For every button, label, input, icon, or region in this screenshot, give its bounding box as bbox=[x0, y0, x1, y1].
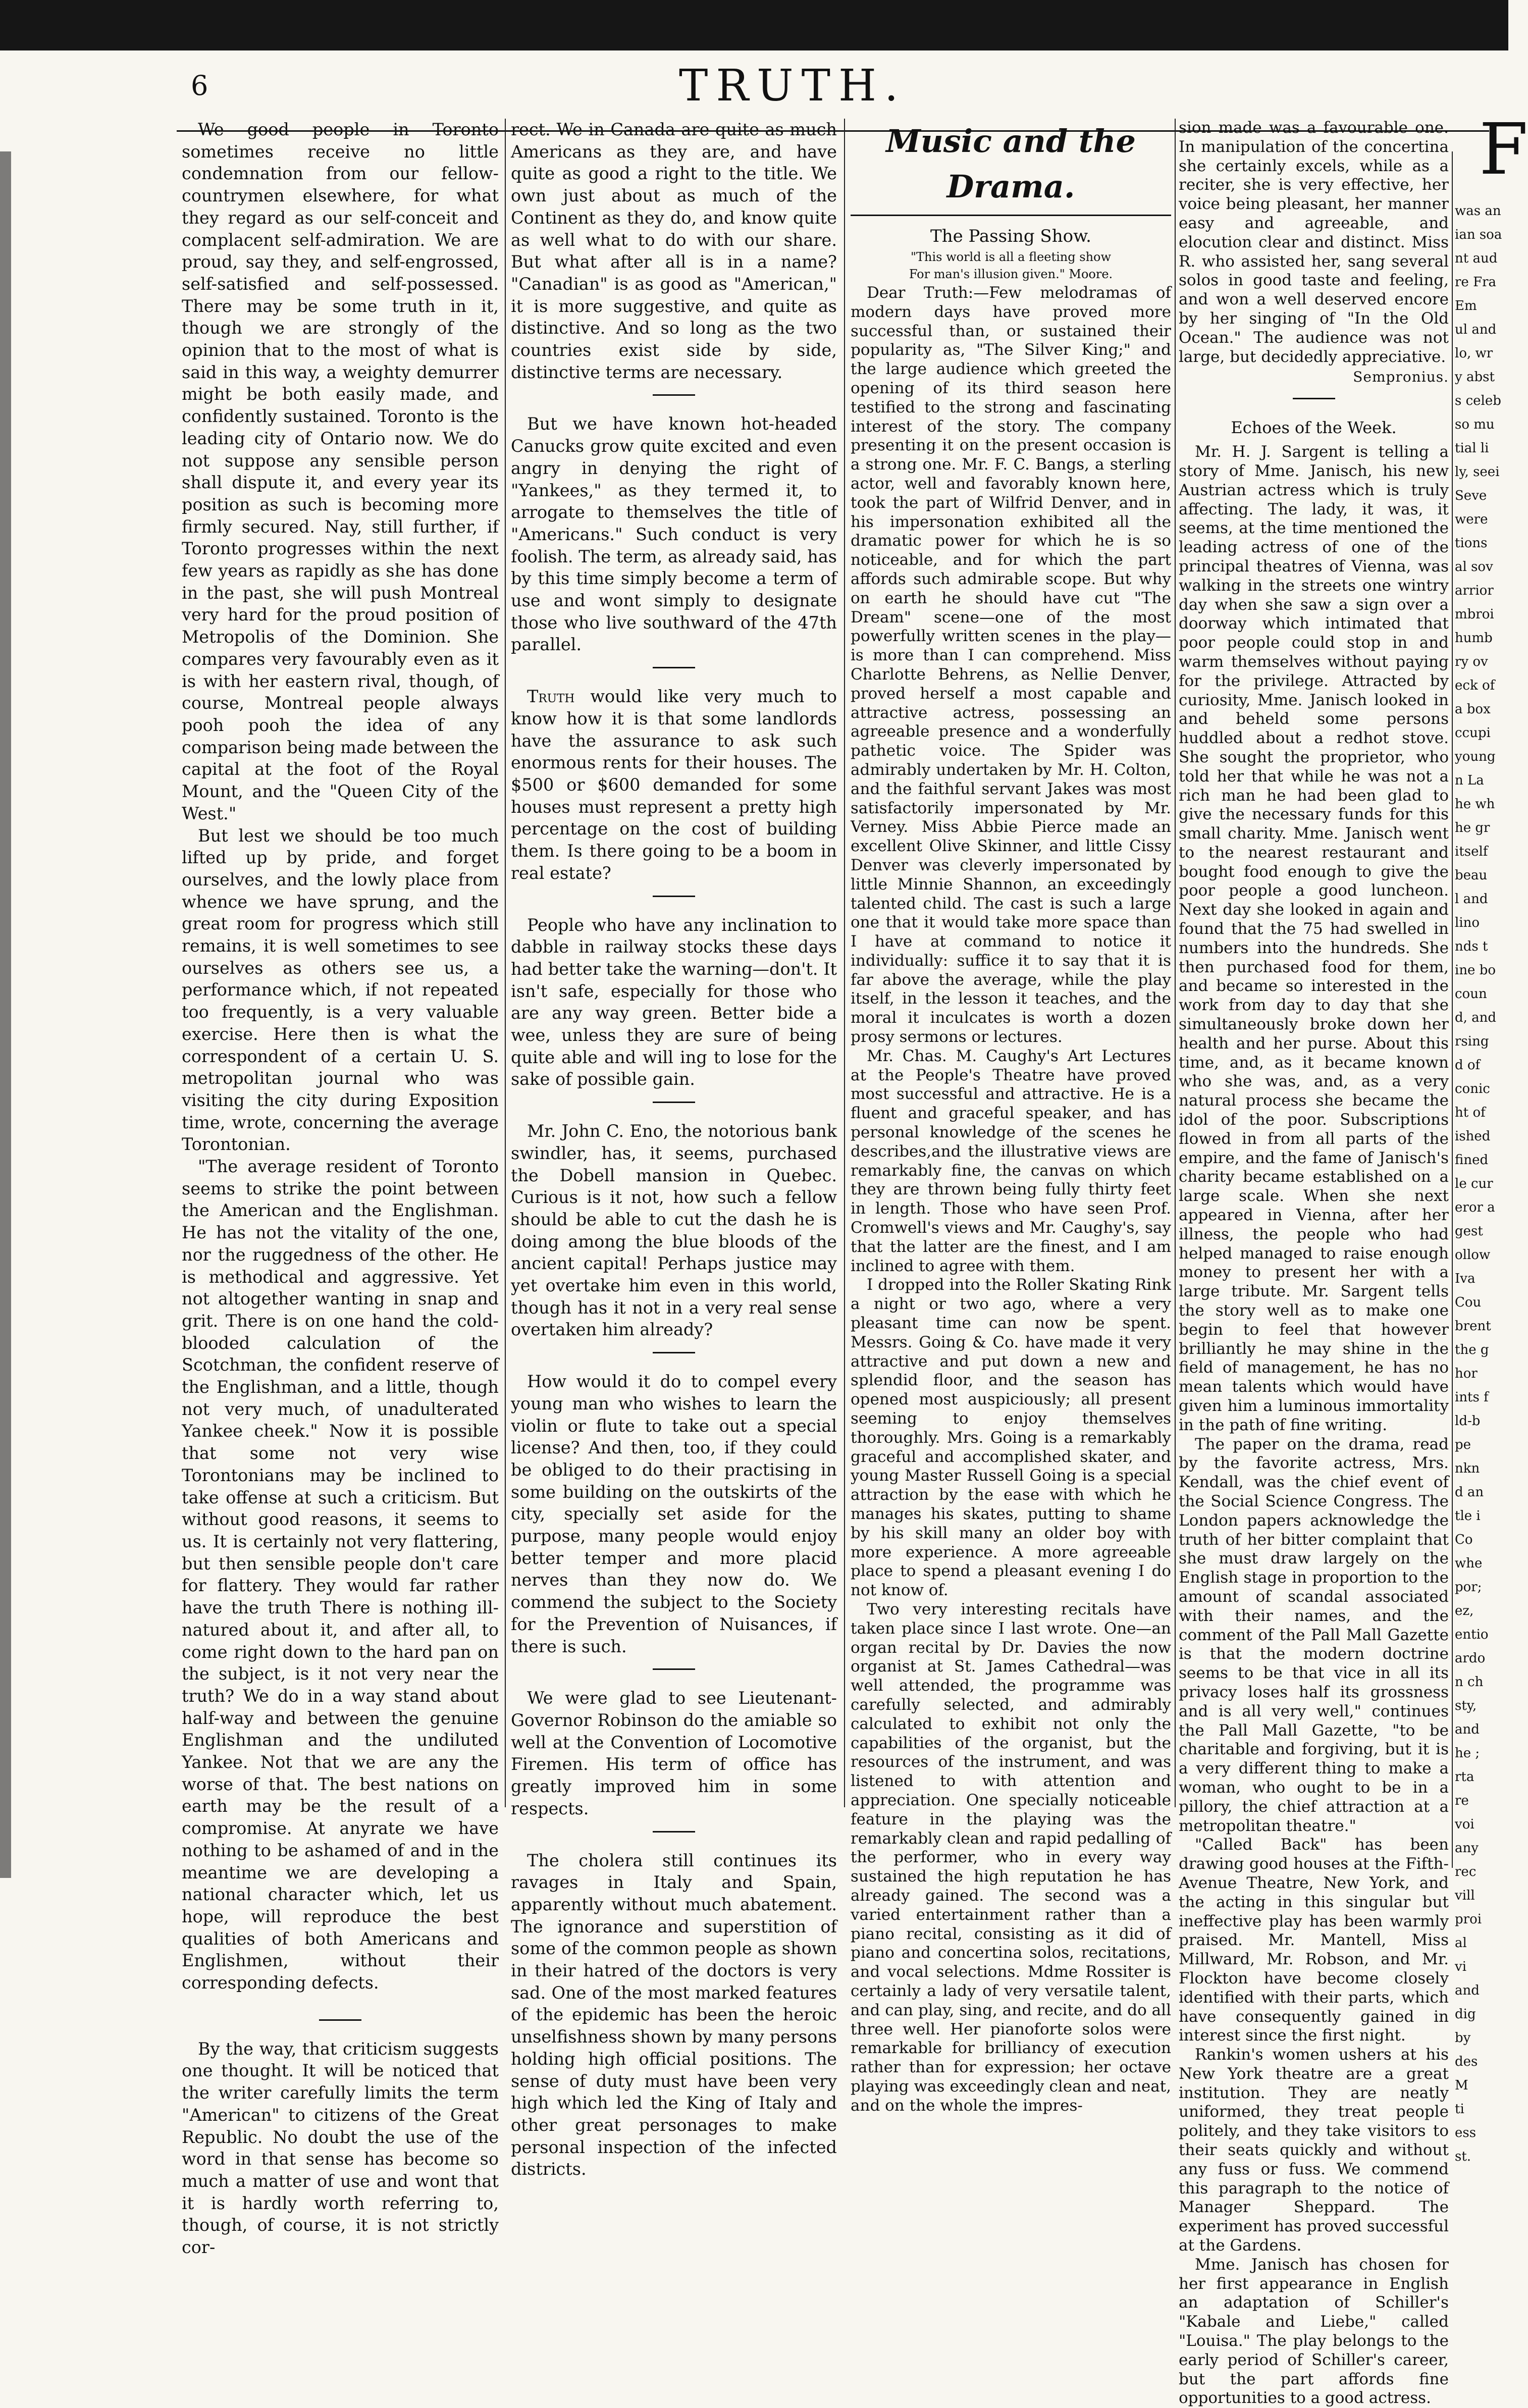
fragment-line: ian soa bbox=[1455, 227, 1502, 242]
fragment-line: ints f bbox=[1455, 1390, 1489, 1405]
fragment-line: sty, bbox=[1455, 1698, 1477, 1713]
fragment-line: brent bbox=[1455, 1319, 1491, 1334]
fragment-line: ry ov bbox=[1455, 654, 1488, 669]
fragment-line: ti bbox=[1455, 2102, 1464, 2117]
fragment-line: ess bbox=[1455, 2125, 1477, 2140]
fragment-line: ly, seei bbox=[1455, 464, 1500, 480]
fragment-line: l and bbox=[1455, 892, 1488, 907]
fragment-line: beau bbox=[1455, 868, 1488, 883]
column-divider bbox=[844, 119, 845, 1807]
masthead-title: TRUTH. bbox=[679, 61, 907, 111]
paragraph: The cholera still continues its ravages in Italy and Spain, apparently without much abatement. The ignorance and superstition of some of the common people as shown in their hatred of the doctors is very sad. One of the most marked features of the epidemic has been the heroic unselfishness shown by many persons holding high official positions. The sense of duty must have been very high which led the King of Italy and other great personages to make personal inspection of the infected districts. bbox=[511, 1850, 837, 2179]
column-4 bbox=[1179, 119, 1449, 2407]
fragment-line: ez, bbox=[1455, 1603, 1474, 1618]
paragraph: Mr. H. J. Sargent is telling a story of Mme. Janisch, his new Austrian actress which is truly affecting. The lady, it was, it seems, at the time mentioned the leading actress of one of the principal theatres of Vienna, was walking in the streets one wintry day when she saw a sign over a doorway which intimated that poor people could stop in and warm themselves without paying for the privilege. Attracted by curiosity, Mme. Janisch looked in and beheld some persons huddled about a redhot stove. She sought the proprietor, who told her that while he was not a rich man he had been glad to give the necessary funds for this small charity. Mme. Janisch went to the nearest restaurant and bought food enough to give the poor people a good luncheon. Next day she looked in again and found that the 75 had swelled in numbers into the hundreds. She then purchased food for them, and became so interested in the work from day to day that she simultaneously broke down her health and her purse. About this time, and, as it became known who she was, and, as a very natural process she became the idol of the poor. Subscriptions flowed in from all parts of the empire, and the fame of Janisch's charity became established on a large scale. When she next appeared in Vienna, after her illness, the people who had helped managed to raise enough money to present her with a large tribute. Mr. Sargent tells the story well as to make one begin to feel that however brilliantly he may shine in the field of management, he has no mean talents which would have given him a luminous immortality in the path of fine writing. bbox=[1179, 443, 1449, 1434]
fragment-line: were bbox=[1455, 512, 1488, 527]
fragment-line: entio bbox=[1455, 1627, 1489, 1642]
fragment-line: re bbox=[1455, 1793, 1469, 1808]
fragment-line: he wh bbox=[1455, 797, 1495, 812]
fragment-line: tions bbox=[1455, 536, 1488, 551]
paragraph: Mr. Chas. M. Caughy's Art Lectures at the People's Theatre have proved most successful and attractive. He is a fluent and graceful speaker, and has personal knowledge of the scenes he describes,and the illustrative views are remarkably fine, the canvas on which they are thrown being fully thirty feet in length. Those who have seen Prof. Cromwell's views and Mr. Caughy's, say that the latter are the finest, and I am inclined to agree with them. bbox=[851, 1046, 1171, 1275]
fragment-line: was an bbox=[1455, 203, 1501, 219]
paragraph: I dropped into the Roller Skating Rink a night or two ago, where a very pleasant time can now be spent. Messrs. Going & Co. have made it very attractive and put down a new and splendid floor, and the season has opened most auspiciously; all present seeming to enjoy themselves thoroughly. Mrs. Going is a remarkably graceful and accomplished skater, and young Master Russell Going is a special attraction by the ease with which he manages his skates, putting to shame by his skill many an older boy with more experience. A more agreeable place to spend a pleasant evening I do not know of. bbox=[851, 1276, 1171, 1600]
fragment-line: pe bbox=[1455, 1437, 1471, 1452]
fragment-line: vi bbox=[1455, 1959, 1467, 1974]
fragment-line: fined bbox=[1455, 1153, 1489, 1168]
fragment-line: eck of bbox=[1455, 678, 1495, 693]
fragment-line: so mu bbox=[1455, 417, 1495, 432]
separator-rule bbox=[653, 667, 695, 668]
fragment-line: al sov bbox=[1455, 559, 1493, 574]
fragment-line: coun bbox=[1455, 986, 1487, 1002]
fragment-line: he gr bbox=[1455, 820, 1490, 835]
column-2 bbox=[511, 119, 837, 2179]
paragraph: But lest we should be too much lifted up by pride, and forget ourselves, and the lowly place from whence we have sprung, and the great room for progress which still remains, it is well sometimes to see ourselves as others see us, a performance which, if not repeated too frequently, is a very valuable exercise. Here then is what the correspondent of a certain U. S. metropolitan journal who was visiting the city during Exposition time, wrote, concerning the average Torontonian. bbox=[182, 825, 499, 1155]
separator-rule bbox=[653, 394, 695, 396]
fragment-line: hor bbox=[1455, 1366, 1478, 1381]
page-number: 6 bbox=[191, 70, 208, 101]
section-title: Music and the Drama. bbox=[886, 123, 1136, 205]
fragment-line: ardo bbox=[1455, 1651, 1486, 1666]
signature: Sempronius. bbox=[1353, 369, 1449, 386]
column-1 bbox=[182, 119, 499, 2258]
fragment-line: conic bbox=[1455, 1081, 1490, 1096]
paragraph: Mr. John C. Eno, the notorious bank swindler, has, it seems, purchased the Dobell mansion in Quebec. Curious is it not, how such a fellow should be able to cut the dash he is doing among the blue bloods of the ancient capital! Perhaps justice may yet overtake him even in this world, though has it not in a very real sense overtaken him already? bbox=[511, 1121, 837, 1340]
fragment-line: whe bbox=[1455, 1556, 1483, 1571]
fragment-line: por; bbox=[1455, 1580, 1482, 1595]
fragment-line: arrior bbox=[1455, 583, 1494, 598]
column-divider bbox=[1175, 119, 1176, 1807]
fragment-line: ht of bbox=[1455, 1105, 1486, 1120]
paper-name: Truth bbox=[527, 687, 575, 707]
column-3 bbox=[851, 119, 1171, 2115]
fragment-line: rec bbox=[1455, 1864, 1477, 1879]
paragraph: Dear Truth:—Few melodramas of modern days have proved more successful than, or sustained their popularity as, "The Silver King;" and the large audience which greeted the opening of its third season here testified to the strong and fascinating interest of the story. The company presenting it on the present occasion is a strong one. Mr. F. C. Bangs, a sterling actor, well and favorably known here, took the part of Wilfrid Denver, and in his impersonation exhibited all the dramatic power for which he is so noticeable, and for which the part affords such admirable scope. But why on earth he should have cut "The Dream" scene—one of the most powerfully written scenes in the play—is more than I can comprehend. Miss Charlotte Behrens, as Nellie Denver, proved herself a most capable and attractive actress, possessing an agreeable presence and a wonderfully pathetic voice. The Spider was admirably undertaken by Mr. H. Colton, and the faithful servant Jakes was most satisfactorily impersonated by Mr. Verney. Miss Abbie Pierce made an excellent Olive Skinner, and little Cissy Denver was cleverly impersonated by little Minnie Shannon, an exceedingly talented child. The cast is such a large one that it would take more space than I have at command to notice it individually: suffice it to say that it is far above the average, while the play itself, in the lesson it teaches, and the moral it inculcates is worth a dozen prosy sermons or lectures. bbox=[851, 284, 1171, 1046]
section-subtitle: Echoes of the Week. bbox=[1231, 418, 1397, 438]
adjacent-page-initial: F bbox=[1479, 109, 1528, 191]
fragment-line: and bbox=[1455, 1983, 1480, 1998]
fragment-line: d an bbox=[1455, 1485, 1484, 1500]
paragraph: Truth would like very much to know how it is that some landlords have the assurance to ask such enormous rents for their houses. The $500 or $600 demanded for some houses must represent a pretty high percentage on the cost of building them. Is there going to be a boom in real estate? bbox=[511, 687, 837, 883]
fragment-line: gest bbox=[1455, 1224, 1483, 1239]
separator-rule bbox=[319, 2019, 361, 2021]
paragraph: Two very interesting recitals have taken place since I last wrote. One—an organ recital by Dr. Davies the now organist at St. James Cathedral—was well attended, the programme was carefully selected, and admirably calculated to exhibit not only the capabilities of the organist, but the resources of the instrument, and was listened to with attention and appreciation. One specially noticeable feature in the playing was the remarkably clean and rapid pedalling of the performer, who in every way sustained the high reputation he has already gained. The second was a varied entertainment rather than a piano recital, consisting as it did of piano and concertina solos, recitations, and vocal selections. Mdme Rossiter is certainly a lady of very versatile talent, and can play, sing, and recite, and do all three well. Her pianoforte solos were remarkable for brilliancy of execution rather than for expression; her octave playing was exceedingly clean and neat, and on the whole the impres- bbox=[851, 1600, 1171, 2115]
paragraph: rect. We in Canada are quite as much Americans as they are, and have quite as good a right to the title. We own just about as much of the Continent as they do, and know quite as well what to do with our share. But what after all is in a name? "Canadian" is as good as "American," it is more suggestive, and quite as distinctive. And so long as the two countries exist side by side, distinctive terms are necessary. bbox=[511, 120, 837, 382]
fragment-line: humb bbox=[1455, 631, 1493, 646]
paragraph: The paper on the drama, read by the favorite actress, Mrs. Kendall, was the chief event of the Social Science Congress. The London papers acknowledge the truth of her bitter complaint that she must draw largely on the English stage in proportion to the amount of scandal associated with their names, and the comment of the Pall Mall Gazette is that the modern doctrine seems to be that vice in all its privacy loses half its grossness and is all very well," continues the Pall Mall Gazette, "to be charitable and forgiving, but it is a very different thing to make a woman, who ought to be in a pillory, the chief attraction at a metropolitan theatre." bbox=[1179, 1435, 1449, 1835]
paragraph: But we have known hot-headed Canucks grow quite excited and even angry in denying the right of "Yankees," as they termed it, to arrogate to themselves the title of "Americans." Such conduct is very foolish. The term, as already said, has by this time simply become a term of use and wont simply to designate those who live southward of the 47th parallel. bbox=[511, 414, 837, 655]
fragment-line: ul and bbox=[1455, 322, 1497, 337]
fragment-line: M bbox=[1455, 2078, 1468, 2093]
fragment-line: nkn bbox=[1455, 1461, 1480, 1476]
fragment-line: ccupi bbox=[1455, 725, 1491, 741]
separator-rule bbox=[653, 1668, 695, 1670]
adjacent-page-border bbox=[1452, 151, 1453, 1868]
fragment-line: rsing bbox=[1455, 1034, 1489, 1049]
fragment-line: he ; bbox=[1455, 1746, 1480, 1761]
fragment-line: by bbox=[1455, 2030, 1471, 2046]
separator-rule bbox=[1293, 398, 1335, 399]
fragment-line: des bbox=[1455, 2054, 1478, 2069]
fragment-line: eror a bbox=[1455, 1200, 1495, 1215]
fragment-line: tial li bbox=[1455, 441, 1489, 456]
fragment-line: young bbox=[1455, 749, 1496, 764]
fragment-line: d, and bbox=[1455, 1010, 1497, 1025]
fragment-line: a box bbox=[1455, 702, 1491, 717]
separator-rule bbox=[653, 896, 695, 897]
fragment-line: ished bbox=[1455, 1129, 1491, 1144]
fragment-line: s celeb bbox=[1455, 393, 1501, 408]
separator-rule bbox=[653, 1352, 695, 1353]
fragment-line: rta bbox=[1455, 1769, 1474, 1785]
fragment-line: al bbox=[1455, 1935, 1467, 1951]
fragment-line: n La bbox=[1455, 773, 1484, 788]
column-divider bbox=[505, 119, 506, 1807]
paragraph: "Called Back" has been drawing good houses at the Fifth-Avenue Theatre, New York, and the acting in this singular but ineffective play has been warmly praised. Mr. Mantell, Miss Millward, Mr. Robson, and Mr. Flockton have become closely identified with their parts, which have consequently gained in interest since the first night. bbox=[1179, 1836, 1449, 2045]
paragraph: How would it do to compel every young man who wishes to learn the violin or flute to take out a special license? And then, too, if they could be obliged to do their practising in some building on the outskirts of the city, specially set aside for the purpose, many people would enjoy better temper and more placid nerves than they now do. We commend the subject to the Society for the Prevention of Nuisances, if there is such. bbox=[511, 1372, 837, 1656]
paragraph: sion made was a favourable one. In manipulation of the concertina she certainly excels, while as a reciter, she is very effective, her voice being pleasant, her manner easy and agreeable, and elocution clear and distinct. Miss R. who assisted her, sang several solos in good taste and feeling, and won a well deserved encore by her singing of "In the Old Ocean." The audience was not large, but decidedly appreciative. bbox=[1179, 119, 1449, 366]
fragment-line: proi bbox=[1455, 1912, 1482, 1927]
fragment-line: ld-b bbox=[1455, 1414, 1481, 1429]
section-subtitle: The Passing Show. bbox=[930, 226, 1091, 246]
fragment-line: re Fra bbox=[1455, 275, 1497, 290]
fragment-line: nds t bbox=[1455, 939, 1488, 954]
fragment-line: Co bbox=[1455, 1532, 1473, 1547]
fragment-line: and bbox=[1455, 1722, 1480, 1737]
paragraph: People who have any inclination to dabble in railway stocks these days had better take the warning—don't. It isn't safe, especially for those who are any way green. Better bide a wee, unless they are sure of being quite able and will ing to lose for the sake of possible gain. bbox=[511, 915, 837, 1089]
fragment-line: any bbox=[1455, 1841, 1479, 1856]
fragment-line: ollow bbox=[1455, 1247, 1491, 1263]
fragment-line: n ch bbox=[1455, 1674, 1484, 1690]
fragment-line: lo, wr bbox=[1455, 346, 1493, 361]
fragment-line: ine bo bbox=[1455, 963, 1496, 978]
page-left-edge bbox=[0, 151, 11, 1878]
fragment-line: the g bbox=[1455, 1342, 1489, 1357]
fragment-line: y abst bbox=[1455, 370, 1495, 385]
adjacent-page-fragments bbox=[1455, 119, 1508, 2164]
paragraph: "The average resident of Toronto seems to strike the point between the American and the Englishman. He has not the vitality of the one, nor the ruggedness of the other. He is methodical and aggressive. Yet not altogether wanting in snap and grit. There is on one hand the cold-blooded calculation of the Scotchman, the confident reserve of the Englishman, and a little, though not very much, of unadulterated Yankee cheek." Now it is possible that some not very wise Torontonians may be inclined to take offense at such a criticism. But without good reasons, it seems to us. It is certainly not very flattering, but then sensible people don't care for flattery. They would far rather have the truth There is nothing ill-natured about it, and after all, to come right down to the hard pan on the subject, is it not very near the truth? We do in a way stand about half-way and between the genuine Englishman and the undiluted Yankee. Not that we are any the worse of that. The best nations on earth may be the result of a compromise. At anyrate we have nothing to be ashamed of and in the meantime we are developing a national character which, let us hope, will reproduce the best qualities of both Americans and Englishmen, without their corresponding defects. bbox=[182, 1157, 499, 1993]
page-top-edge bbox=[0, 0, 1508, 50]
paragraph: We were glad to see Lieutenant-Governor Robinson do the amiable so well at the Convention of Locomotive Firemen. His term of office has greatly improved him in some respects. bbox=[511, 1688, 837, 1818]
fragment-line: vill bbox=[1455, 1888, 1475, 1903]
fragment-line: st. bbox=[1455, 2149, 1471, 2164]
fragment-line: d of bbox=[1455, 1058, 1481, 1073]
paragraph: We good people in Toronto sometimes receive no little condemnation from our fellow-countrymen elsewhere, for what they regard as our self-conceit and complacent self-admiration. We are proud, say they, and self-engrossed, self-satisfied and self-possessed. There may be some truth in it, though we are strongly of the opinion that to the most of what is said in this way, a weighty demurrer might be both easily made, and confidently sustained. Toronto is the leading city of Ontario now. We do not suppose any sensible person shall dispute it, and every year its position as such is becoming more firmly secured. Nay, still further, if Toronto progresses within the next few years as rapidly as she has done in the past, she will push Montreal very hard for the proud position of Metropolis of the Dominion. She compares very favourably even as it is with her eastern rival, though, of course, Montreal people always pooh pooh the idea of any comparison being made between the capital at the foot of the Royal Mount, and the "Queen City of the West." bbox=[182, 120, 499, 823]
fragment-line: Em bbox=[1455, 298, 1477, 313]
fragment-line: le cur bbox=[1455, 1176, 1493, 1191]
paragraph: Rankin's women ushers at his New York theatre are a great institution. They are neatly uniformed, they treat people politely, and they take visitors to their seats quickly and without any fuss or fuss. We commend this paragraph to the notice of Manager Sheppard. The experiment has proved successful at the Gardens. bbox=[1179, 2046, 1449, 2255]
fragment-line: Cou bbox=[1455, 1295, 1482, 1310]
fragment-line: itself bbox=[1455, 844, 1488, 859]
fragment-line: mbroi bbox=[1455, 607, 1494, 622]
separator-rule bbox=[653, 1831, 695, 1833]
fragment-line: tle i bbox=[1455, 1508, 1481, 1524]
paragraph: By the way, that criticism suggests one thought. It will be noticed that the writer carefully limits the term "American" to citizens of the Great Republic. No doubt the use of the word in that sense has become so much a matter of use and wont that it is hardly worth referring to, though, of course, it is not strictly cor- bbox=[182, 2038, 499, 2258]
fragment-line: Iva bbox=[1455, 1271, 1476, 1286]
title-rule bbox=[851, 215, 1171, 216]
separator-rule bbox=[653, 1102, 695, 1103]
epigraph-line: For man's illusion given." Moore. bbox=[909, 267, 1113, 281]
paragraph: Mme. Janisch has chosen for her first appearance in English an adaptation of Schiller's "Kabale and Liebe," called "Louisa." The play belongs to the early period of Schiller's career, but the part affords fine opportunities to a good actress. bbox=[1179, 2255, 1449, 2407]
fragment-line: voi bbox=[1455, 1817, 1474, 1832]
fragment-line: lino bbox=[1455, 915, 1480, 930]
fragment-line: Seve bbox=[1455, 488, 1487, 503]
fragment-line: nt aud bbox=[1455, 251, 1498, 266]
fragment-line: dig bbox=[1455, 2007, 1476, 2022]
epigraph-line: "This world is all a fleeting show bbox=[910, 250, 1112, 264]
